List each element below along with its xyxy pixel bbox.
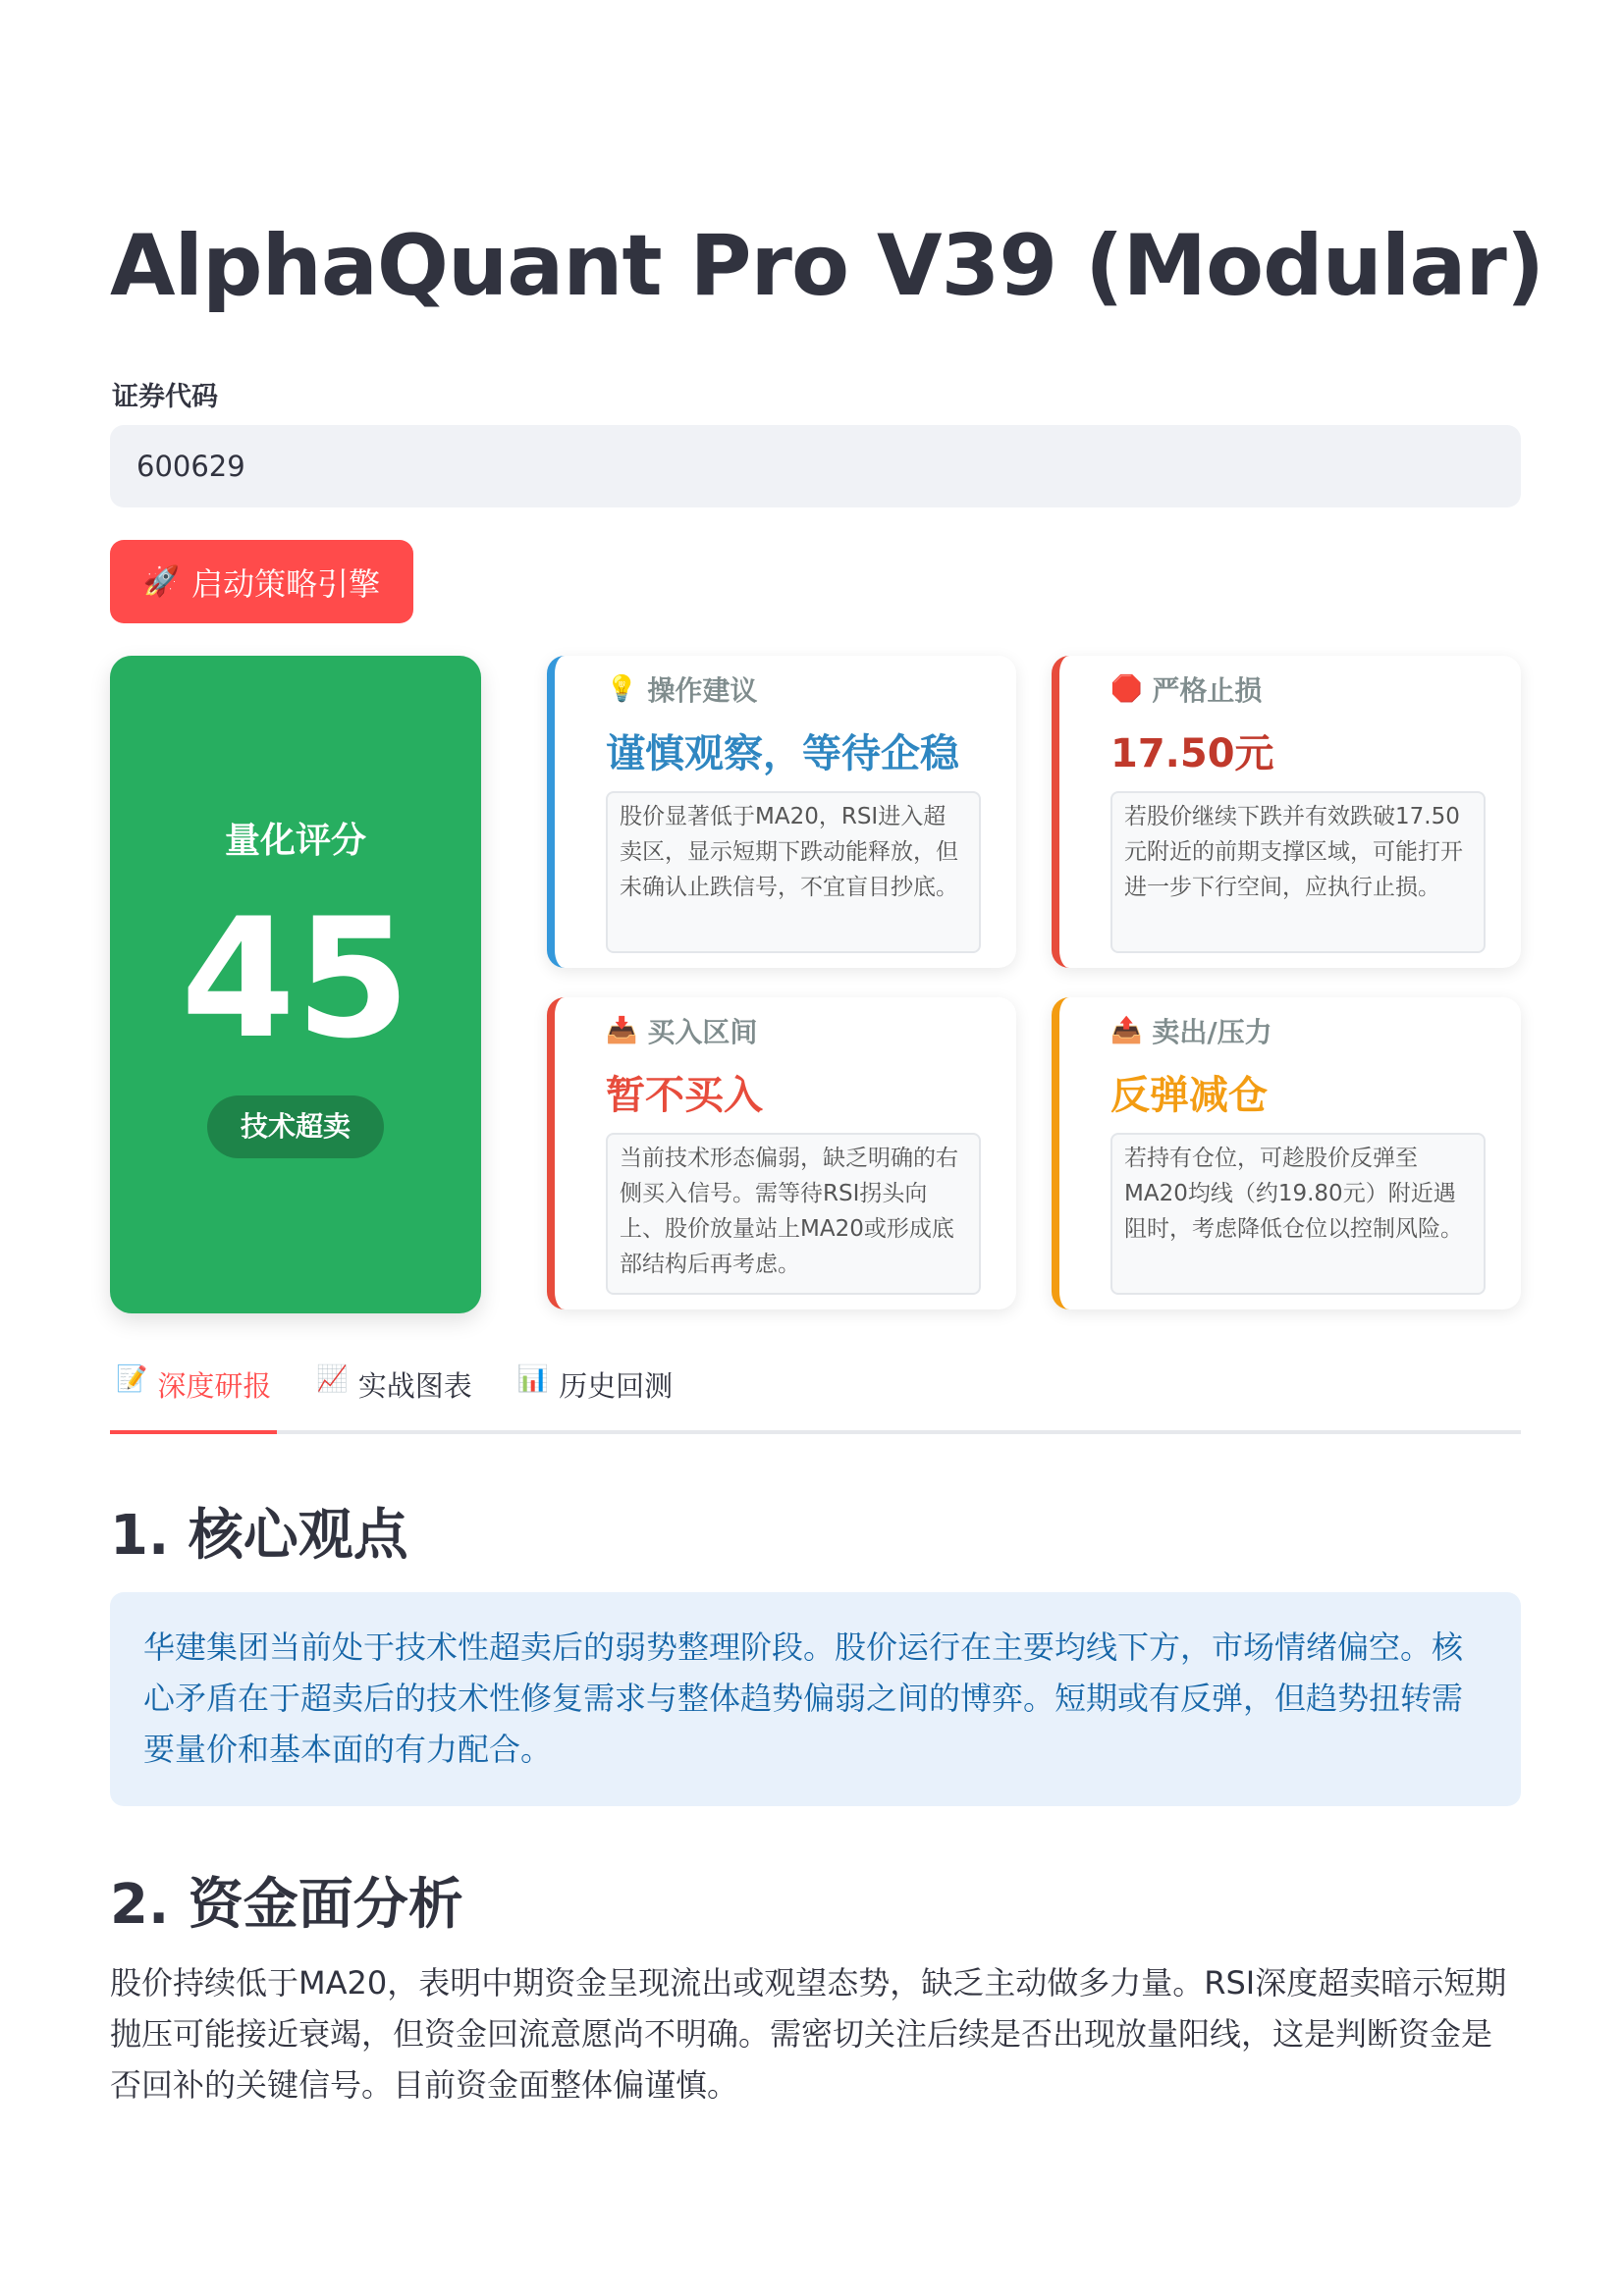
chart-increasing-icon: 📈: [316, 1364, 349, 1394]
sell-pressure-card-desc: 若持有仓位，可趁股价反弹至MA20均线（约19.80元）附近遇阻时，考虑降低仓位以控制风险。: [1110, 1133, 1486, 1295]
tab-bar: [110, 1357, 1521, 1434]
score-card: [110, 656, 481, 1313]
stock-code-input[interactable]: [110, 425, 1521, 507]
tab-live-charts[interactable]: [310, 1357, 477, 1430]
score-badge: 技术超卖: [207, 1095, 384, 1158]
buy-range-card-title: 买入区间: [647, 1016, 758, 1048]
sell-pressure-card-title: 卖出/压力: [1152, 1016, 1272, 1048]
tab-research-report-label: 深度研报: [157, 1369, 272, 1403]
advice-card: [547, 656, 1016, 968]
score-value: 45: [181, 882, 410, 1075]
tab-backtest[interactable]: [512, 1357, 678, 1430]
stop-loss-card-value: 17.50元: [1110, 731, 1274, 776]
funds-analysis-heading: 2. 资金面分析: [110, 1873, 463, 1937]
rocket-icon: 🚀: [142, 564, 181, 599]
sell-pressure-card-value: 反弹减仓: [1110, 1073, 1268, 1118]
bar-chart-icon: 📊: [516, 1364, 550, 1394]
buy-range-card: [547, 997, 1016, 1309]
outbox-tray-icon: 📤: [1110, 1016, 1143, 1045]
advice-card-value: 谨慎观察，等待企稳: [606, 731, 959, 776]
inbox-tray-icon: 📥: [606, 1016, 638, 1045]
tab-backtest-label: 历史回测: [559, 1369, 674, 1403]
sell-pressure-card: [1052, 997, 1521, 1309]
core-view-heading: 1. 核心观点: [110, 1504, 408, 1568]
stop-sign-icon: 🛑: [1110, 674, 1143, 704]
stop-loss-card-desc: 若股价继续下跌并有效跌破17.50元附近的前期支撑区域，可能打开进一步下行空间，应执行止损。: [1110, 791, 1486, 953]
page-title: AlphaQuant Pro V39 (Modular): [110, 217, 1544, 315]
buy-range-card-desc: 当前技术形态偏弱，缺乏明确的右侧买入信号。需等待RSI拐头向上、股价放量站上MA20或形成底部结构后再考虑。: [606, 1133, 981, 1295]
core-view-info-box: 华建集团当前处于技术性超卖后的弱势整理阶段。股价运行在主要均线下方，市场情绪偏空。核心矛盾在于超卖后的技术性修复需求与整体趋势偏弱之间的博弈。短期或有反弹，但趋势扭转需要量价和基本面的有力配合。: [110, 1592, 1521, 1806]
sell-pressure-card-header: [1110, 1011, 1272, 1050]
stop-loss-card-title: 严格止损: [1152, 674, 1263, 707]
stop-loss-card-header: [1110, 669, 1262, 709]
buy-range-card-header: [606, 1011, 757, 1050]
stock-code-label: 证券代码: [112, 382, 218, 412]
funds-analysis-text: 股价持续低于MA20，表明中期资金呈现流出或观望态势，缺乏主动做多力量。RSI深度超卖暗示短期抛压可能接近衰竭，但资金回流意愿尚不明确。需密切关注后续是否出现放量阳线，这是判断资金是否回补的关键信号。目前资金面整体偏谨慎。: [110, 1964, 1507, 2104]
buy-range-card-value: 暂不买入: [606, 1073, 763, 1118]
stop-loss-card: [1052, 656, 1521, 968]
advice-card-desc: 股价显著低于MA20，RSI进入超卖区，显示短期下跌动能释放，但未确认止跌信号，不宜盲目抄底。: [606, 791, 981, 953]
run-strategy-label: 启动策略引擎: [191, 564, 381, 603]
lightbulb-icon: 💡: [606, 674, 638, 704]
advice-card-title: 操作建议: [647, 674, 758, 707]
advice-card-header: [606, 669, 757, 709]
tab-live-charts-label: 实战图表: [357, 1369, 472, 1403]
score-title: 量化评分: [224, 821, 366, 861]
tab-research-report[interactable]: [110, 1357, 277, 1430]
run-strategy-button[interactable]: [110, 540, 413, 623]
memo-icon: 📝: [116, 1364, 148, 1394]
